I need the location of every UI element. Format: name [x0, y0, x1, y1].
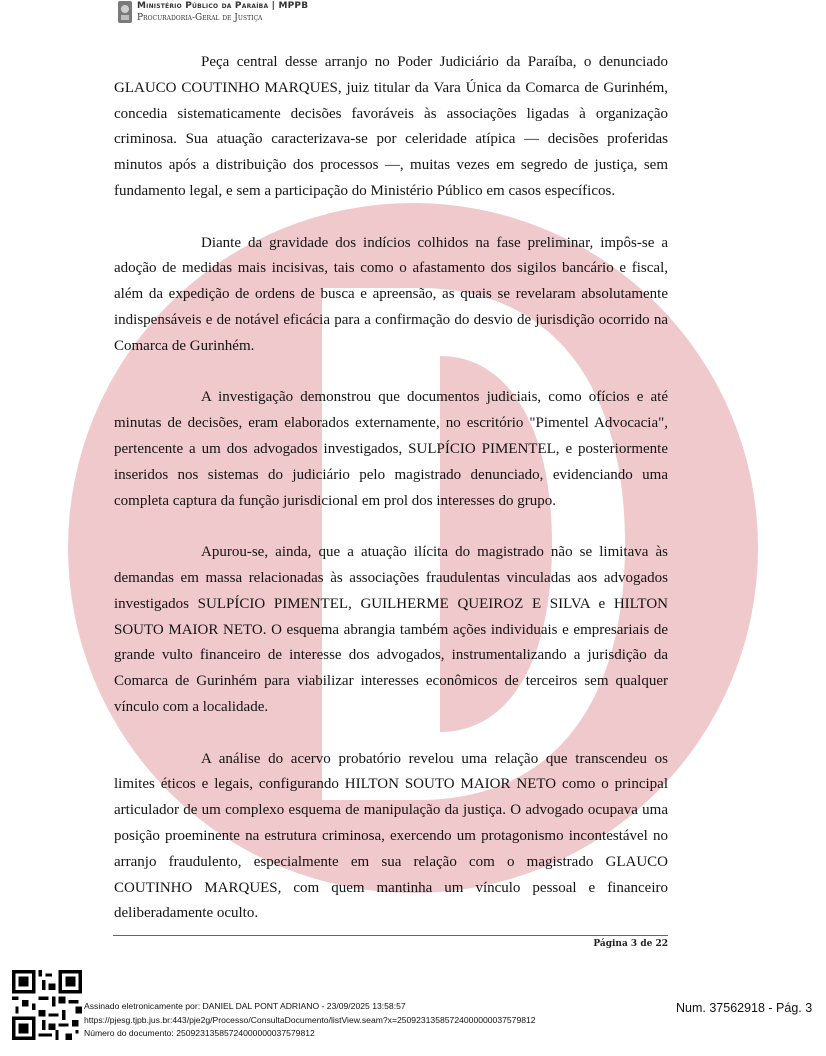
- document-url[interactable]: https://pjesg.tjpb.jus.br:443/pje2g/Processo/ConsultaDocumento/listView.seam?x=25092313585724000000037579812: [84, 1014, 536, 1025]
- document-number: Número do documento: 25092313585724000000037579812: [84, 1028, 315, 1038]
- num-page-label: Num. 37562918 - Pág. 3: [676, 1001, 813, 1015]
- document-body: [114, 50, 668, 953]
- paragraph: Apurou-se, ainda, que a atuação ilícita do magistrado não se limitava às demandas em massa relacionadas às associações fraudulentas vinculadas aos advogados investigados SULPÍCIO PIMENTEL, GUILHERME QUEIROZ E SILVA e HILTON SOUTO MAIOR NETO. O esquema abrangia também ações individuais e empresariais de grande vulto financeiro de interesse dos advogados, instrumentalizando a jurisdição da Comarca de Gurinhém para viabilizar interesses econômicos de terceiros sem qualquer vínculo com a localidade.: [114, 544, 668, 715]
- footer-divider: [113, 935, 668, 936]
- mppb-crest-icon: [118, 1, 132, 23]
- paragraph: A investigação demonstrou que documentos judiciais, como ofícios e até minutas de decisões, eram elaborados externamente, no escritório "Pimentel Advocacia", pertencente a um dos advogados investigados, SULPÍCIO PIMENTEL, e posteriormente inseridos nos sistemas do judiciário pelo magistrado denunciado, evidenciando uma completa captura da função jurisdicional em prol dos interesses do grupo.: [114, 389, 668, 509]
- org-subtitle: Procuradoria-Geral de Justiça: [137, 13, 263, 23]
- paragraph: A análise do acervo probatório revelou uma relação que transcendeu os limites éticos e legais, configurando HILTON SOUTO MAIOR NETO como o principal articulador de um complexo esquema de manipulação da justiça. O advogado ocupava uma posição proeminente na estrutura criminosa, exercendo um protagonismo incontestável no arranjo fraudulento, especialmente em sua relação com o magistrado GLAUCO COUTINHO MARQUES, com quem mantinha um vínculo pessoal e financeiro deliberadamente oculto.: [114, 750, 668, 922]
- page-number: Página 3 de 22: [593, 939, 668, 949]
- paragraph: Peça central desse arranjo no Poder Judiciário da Paraíba, o denunciado GLAUCO COUTINHO MARQUES, juiz titular da Vara Única da Comarca de Gurinhém, concedia sistematicamente decisões favoráveis às associações ligadas à organização criminosa. Sua atuação caracterizava-se por celeridade atípica — decisões proferidas minutos após a distribuição dos processos —, muitas vezes em segredo de justiça, sem fundamento legal, e sem a participação do Ministério Público em casos específicos.: [114, 54, 668, 199]
- qr-code-icon: [12, 970, 82, 1040]
- signature-block: [84, 1000, 536, 1041]
- org-name: Ministério Público da Paraíba | MPPB: [137, 1, 309, 11]
- paragraph: Diante da gravidade dos indícios colhidos na fase preliminar, impôs-se a adoção de medidas mais incisivas, tais como o afastamento dos sigilos bancário e fiscal, além da expedição de ordens de busca e apreensão, as quais se revelaram absolutamente indispensáveis e de notável eficácia para a confirmação do desvio de jurisdição ocorrido na Comarca de Gurinhém.: [114, 234, 668, 354]
- signature-line: Assinado eletronicamente por: DANIEL DAL PONT ADRIANO - 23/09/2025 13:58:57: [84, 1001, 406, 1011]
